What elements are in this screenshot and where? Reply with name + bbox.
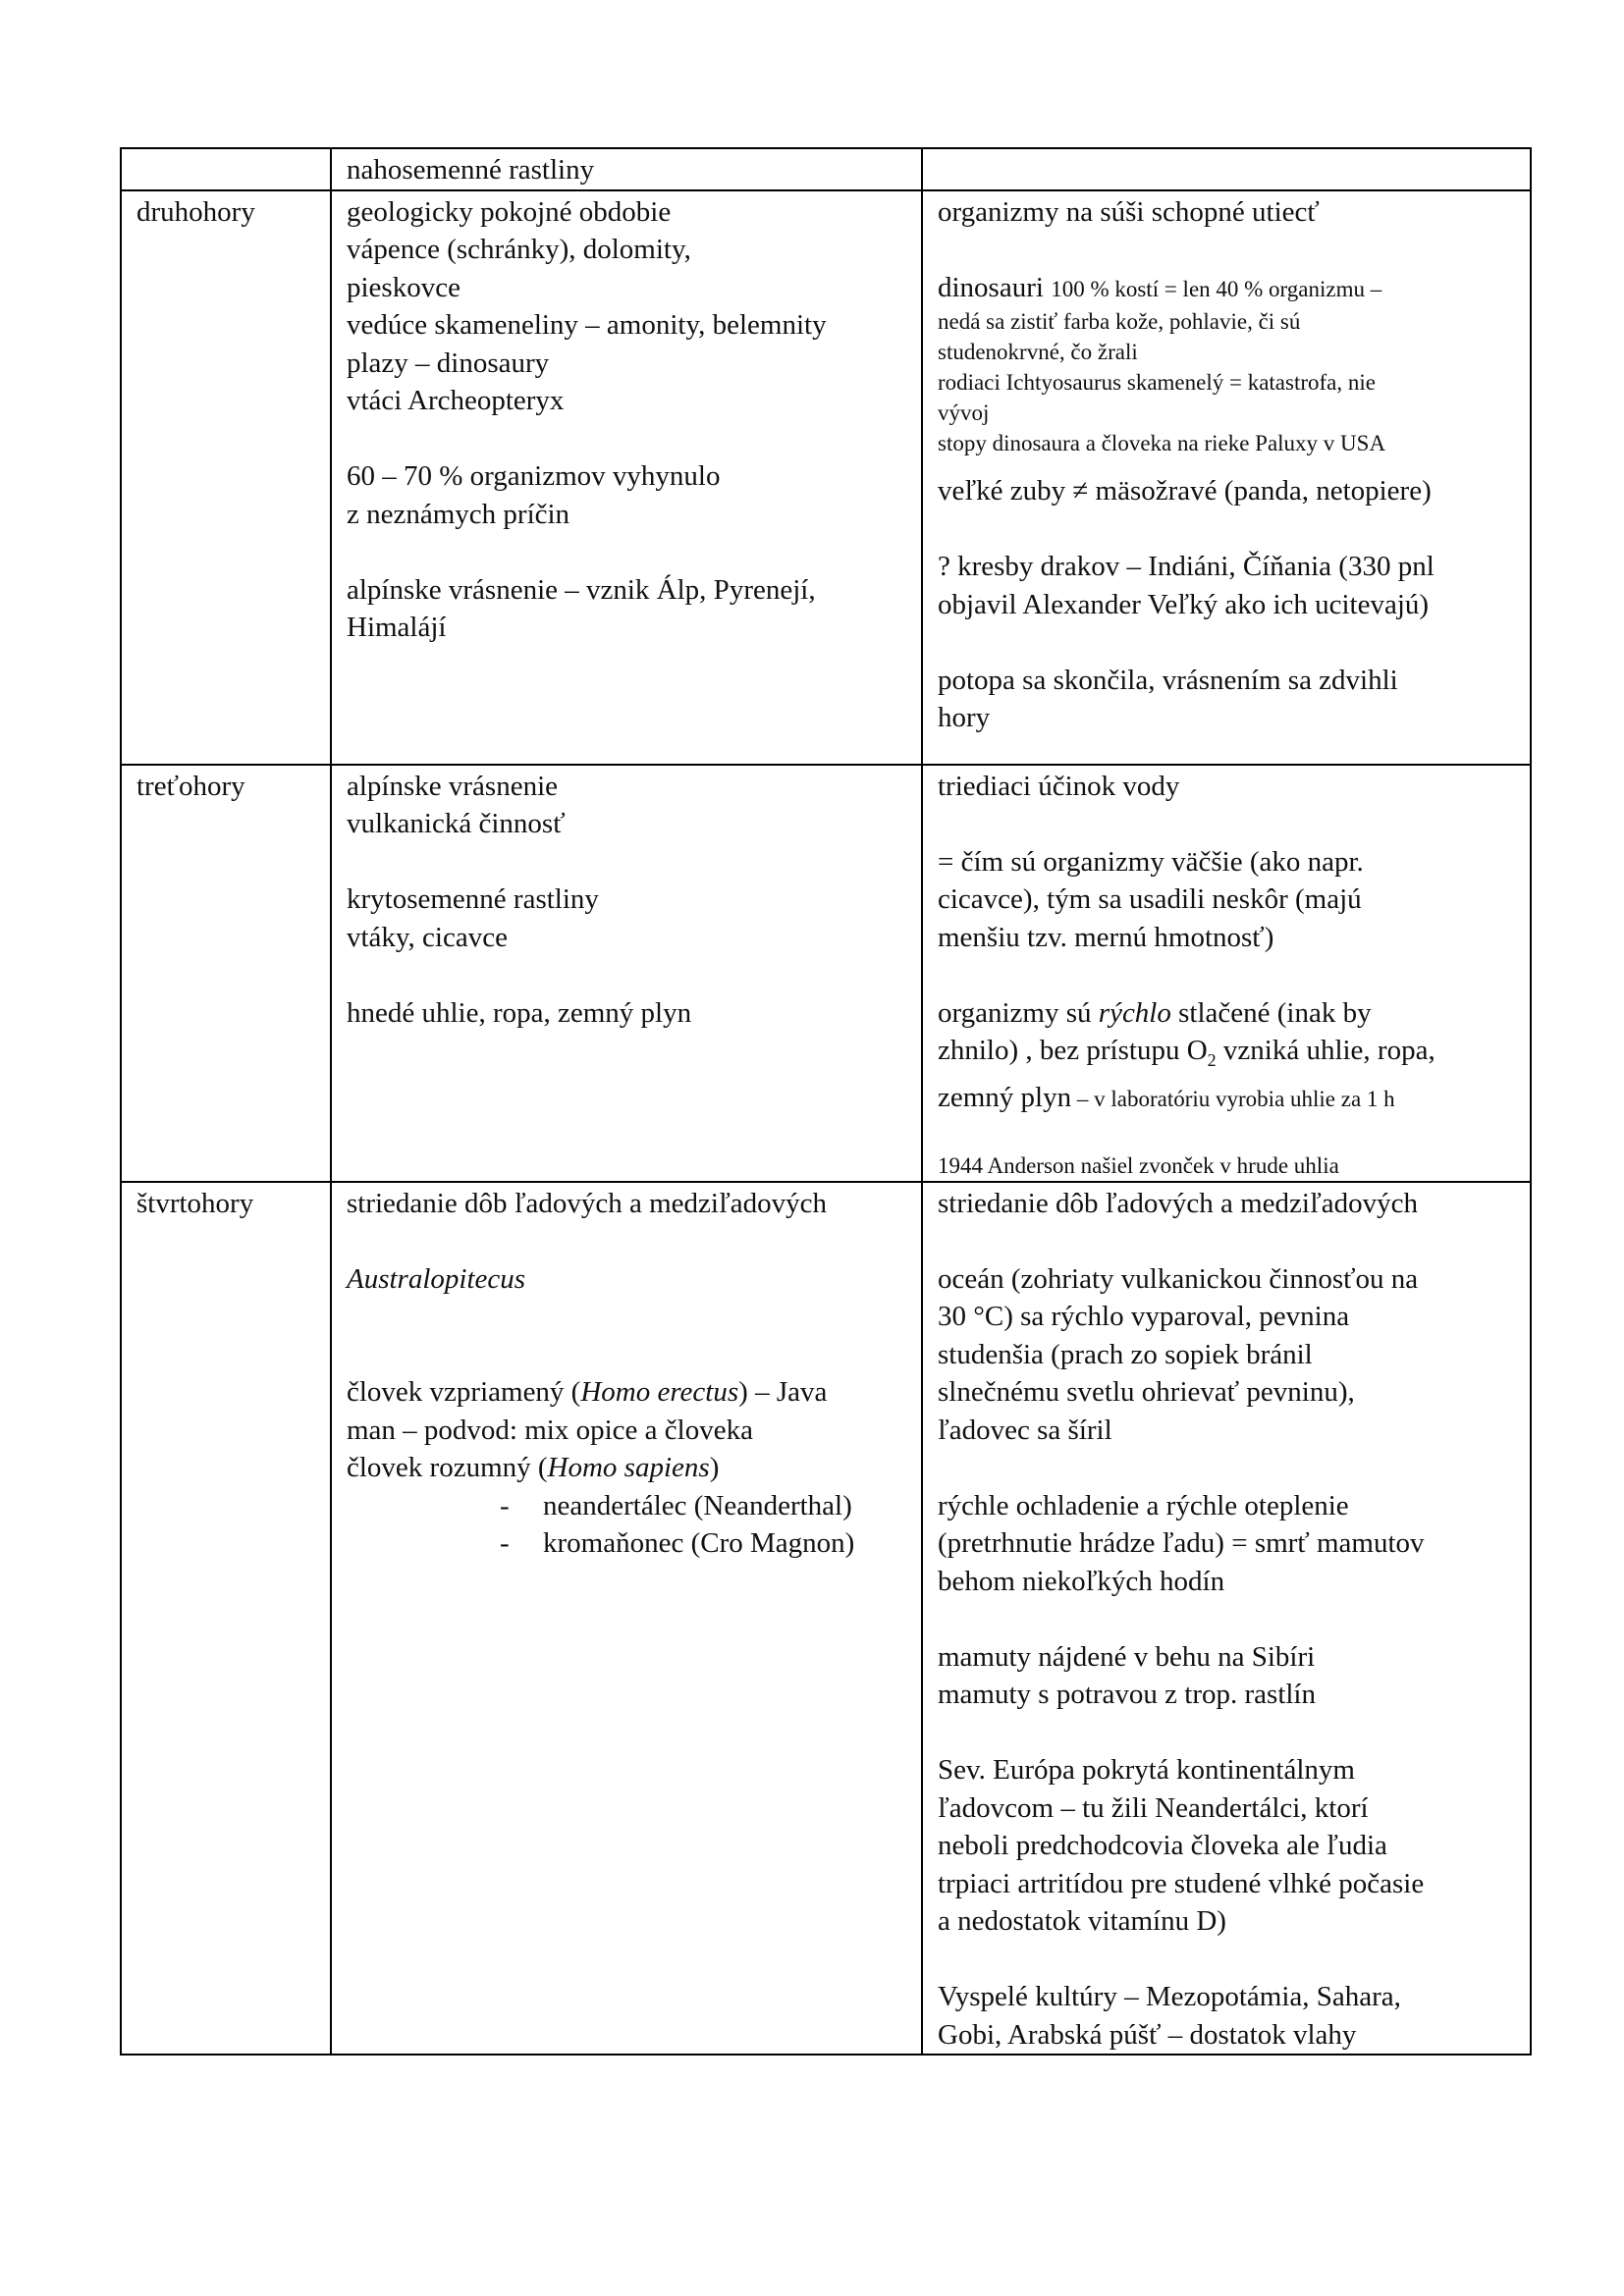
note-line: rýchle ochladenie a rýchle oteplenie <box>938 1489 1349 1522</box>
feature-line: vedúce skameneliny – amonity, belemnity <box>347 309 827 341</box>
era-cell <box>121 1182 331 2056</box>
note-line: organizmy na súši schopné utiecť <box>938 195 1320 228</box>
note-text: zemný plyn <box>938 1082 1072 1114</box>
note-small-line: vývoj <box>938 400 990 425</box>
feature-line: plazy – dinosaury <box>347 347 550 379</box>
era-name: štvrtohory <box>136 1187 254 1219</box>
feature-line: vtáci Archeopteryx <box>347 385 565 416</box>
table-row <box>121 1182 1531 2056</box>
note-line: striedanie dôb ľadových a medziľadových <box>938 1187 1419 1219</box>
subscript: 2 <box>1207 1049 1217 1070</box>
era-cell <box>121 148 331 190</box>
blank-line <box>347 420 911 458</box>
note-small-line: 1944 Anderson našiel zvonček v hrude uhlia <box>938 1152 1339 1178</box>
note-line <box>938 1032 1520 1079</box>
blank-line <box>347 1222 911 1260</box>
features-cell <box>331 765 922 1182</box>
features-cell <box>331 148 922 190</box>
blank-line <box>347 956 911 994</box>
feature-line: krytosemenné rastliny <box>347 883 599 915</box>
blank-line <box>938 458 1520 472</box>
feature-line <box>347 1373 911 1412</box>
note-line <box>938 1079 1520 1117</box>
era-cell <box>121 190 331 765</box>
table-row <box>121 765 1531 1182</box>
feature-italic: Homo sapiens <box>547 1452 710 1484</box>
note-line: triediaci účinok vody <box>938 770 1180 802</box>
era-name: druhohory <box>136 195 255 228</box>
feature-line: geologicky pokojné obdobie <box>347 195 672 228</box>
note-line: menšiu tzv. mernú hmotnosť) <box>938 921 1274 953</box>
note-line: objavil Alexander Veľký ako ich ucitevajú) <box>938 588 1430 620</box>
note-small-line: stopy dinosaura a človeka na rieke Paluxy v USA <box>938 431 1386 455</box>
note-line: slnečnému svetlu ohrievať pevninu), <box>938 1376 1355 1409</box>
note-line: = čím sú organizmy väčšie (ako napr. <box>938 845 1364 878</box>
blank-line <box>938 231 1520 269</box>
blank-line <box>938 805 1520 843</box>
feature-line: vtáky, cicavce <box>347 921 508 953</box>
note-line: oceán (zohriaty vulkanickou činnosťou na <box>938 1262 1419 1295</box>
features-cell <box>331 1182 922 2056</box>
notes-cell <box>922 190 1531 765</box>
blank-line <box>938 510 1520 549</box>
era-name: treťohory <box>136 770 245 802</box>
list-item: - kromaňonec (Cro Magnon) <box>500 1527 855 1560</box>
feature-line: man – podvod: mix opice a človeka <box>347 1414 753 1446</box>
note-line: ľadovcom – tu žili Neandertálci, ktorí <box>938 1791 1369 1824</box>
note-line: 30 °C) sa rýchlo vyparoval, pevnina <box>938 1301 1350 1333</box>
note-text: vzniká uhlie, ropa, <box>1216 1035 1435 1066</box>
feature-line: vápence (schránky), dolomity, <box>347 234 691 265</box>
feature-line: Himalájí <box>347 612 447 643</box>
note-line: potopa sa skončila, vrásnením sa zdvihli <box>938 664 1398 696</box>
note-line: Vyspelé kultúry – Mezopotámia, Sahara, <box>938 1981 1401 2013</box>
features-cell <box>331 190 922 765</box>
blank-line <box>938 1600 1520 1638</box>
feature-line: alpínske vrásnenie <box>347 770 559 802</box>
note-small-text: 100 % kostí = len 40 % organizmu – <box>1051 276 1382 301</box>
note-small-line: studenokrvné, čo žrali <box>938 340 1138 364</box>
note-line: studenšia (prach zo sopiek bránil <box>938 1338 1313 1370</box>
geologic-eras-table <box>120 147 1532 2056</box>
blank-line <box>938 623 1520 662</box>
list-item-text: neandertálec (Neanderthal) <box>543 1489 852 1522</box>
note-line: mamuty nájdené v behu na Sibíri <box>938 1640 1316 1673</box>
blank-line <box>347 1298 911 1336</box>
note-line: (pretrhnutie hrádze ľadu) = smrť mamutov <box>938 1527 1425 1560</box>
feature-text: ) <box>709 1452 720 1484</box>
blank-line <box>938 1941 1520 1979</box>
feature-line: Australopitecus <box>347 1262 526 1295</box>
feature-line: pieskovce <box>347 271 460 303</box>
note-line: behom niekoľkých hodín <box>938 1565 1225 1597</box>
note-line <box>938 269 1520 307</box>
feature-line: hnedé uhlie, ropa, zemný plyn <box>347 996 692 1029</box>
feature-line: nahosemenné rastliny <box>347 154 595 186</box>
list-item: - neandertálec (Neanderthal) <box>500 1489 852 1522</box>
note-line: ľadovec sa šíril <box>938 1414 1112 1446</box>
feature-line: striedanie dôb ľadových a medziľadových <box>347 1187 828 1219</box>
feature-text: človek vzpriamený ( <box>347 1376 581 1409</box>
blank-line <box>347 1336 911 1374</box>
blank-line <box>938 1222 1520 1260</box>
note-italic: rýchlo <box>1098 996 1171 1029</box>
feature-line: alpínske vrásnenie – vznik Álp, Pyrenejí, <box>347 573 816 606</box>
blank-line <box>938 1449 1520 1487</box>
note-small-text: – v laboratóriu vyrobia uhlie za 1 h <box>1071 1087 1395 1112</box>
feature-line: 60 – 70 % organizmov vyhynulo <box>347 460 721 492</box>
note-line: hory <box>938 702 991 733</box>
note-small-line: nedá sa zistiť farba kože, pohlavie, či sú <box>938 309 1301 334</box>
note-text: stlačené (inak by <box>1170 996 1372 1029</box>
note-line: mamuty s potravou z trop. rastlín <box>938 1679 1316 1711</box>
note-line: cicavce), tým sa usadili neskôr (majú <box>938 883 1362 915</box>
note-line: ? kresby drakov – Indiáni, Číňania (330 pnl <box>938 551 1435 582</box>
feature-line: z neznámych príčin <box>347 498 570 530</box>
table-row <box>121 148 1531 190</box>
notes-cell <box>922 1182 1531 2056</box>
table-row <box>121 190 1531 765</box>
note-dinosauri: dinosauri <box>938 271 1044 303</box>
blank-line <box>938 956 1520 994</box>
feature-text: ) – Java <box>738 1376 828 1409</box>
list-item-text: kromaňonec (Cro Magnon) <box>543 1527 855 1560</box>
note-line: neboli predchodcovia človeka ale ľudia <box>938 1830 1387 1862</box>
note-line: a nedostatok vitamínu D) <box>938 1905 1226 1938</box>
note-text: organizmy sú <box>938 996 1099 1029</box>
note-small-line: rodiaci Ichtyosaurus skamenelý = katastrofa, nie <box>938 370 1376 395</box>
blank-line <box>938 1714 1520 1752</box>
note-line <box>938 994 1520 1033</box>
blank-line <box>347 533 911 571</box>
feature-italic: Homo erectus <box>580 1376 739 1409</box>
note-line: Gobi, Arabská púšť – dostatok vlahy <box>938 2018 1357 2051</box>
note-line: veľké zuby ≠ mäsožravé (panda, netopiere) <box>938 475 1432 507</box>
feature-line: vulkanická činnosť <box>347 808 566 839</box>
era-name <box>136 151 320 189</box>
notes-cell <box>922 148 1531 190</box>
blank-line <box>938 1117 1520 1150</box>
era-cell <box>121 765 331 1182</box>
note-line: Sev. Európa pokrytá kontinentálnym <box>938 1754 1355 1787</box>
note-line: trpiaci artritídou pre studené vlhké počasie <box>938 1867 1425 1899</box>
notes-cell <box>922 765 1531 1182</box>
note-text: zhnilo) , bez prístupu O <box>938 1035 1208 1066</box>
feature-line <box>347 1449 911 1487</box>
feature-text: človek rozumný ( <box>347 1452 548 1484</box>
blank-line <box>347 843 911 881</box>
